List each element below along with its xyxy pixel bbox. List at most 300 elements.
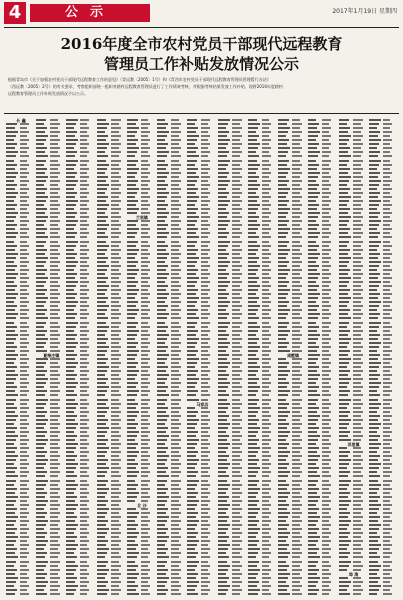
manager-name xyxy=(171,301,181,303)
manager-name xyxy=(201,188,208,190)
manager-name xyxy=(111,346,121,348)
village-name xyxy=(369,362,381,364)
manager-name xyxy=(292,208,300,210)
manager-name xyxy=(232,484,242,486)
village-name xyxy=(97,455,105,457)
manager-name xyxy=(383,403,390,405)
manager-name xyxy=(232,139,240,141)
manager-name xyxy=(353,224,363,226)
village-name xyxy=(278,224,287,226)
manager-name xyxy=(141,338,148,340)
village-name xyxy=(157,184,168,186)
village-name xyxy=(278,338,286,340)
village-name xyxy=(36,200,46,202)
manager-name xyxy=(201,330,210,332)
village-name xyxy=(339,358,351,360)
village-name xyxy=(36,147,47,149)
manager-name xyxy=(262,301,271,303)
village-name xyxy=(187,447,195,449)
village-name xyxy=(6,164,17,166)
manager-name xyxy=(141,374,150,376)
manager-name xyxy=(262,540,269,542)
village-name xyxy=(248,403,257,405)
manager-name xyxy=(80,184,89,186)
manager-name xyxy=(383,164,392,166)
manager-name xyxy=(201,184,210,186)
manager-name xyxy=(383,475,390,477)
manager-name xyxy=(171,492,179,494)
manager-name xyxy=(111,147,119,149)
village-name xyxy=(218,317,227,319)
manager-name xyxy=(20,313,27,315)
village-name xyxy=(6,305,17,307)
manager-name xyxy=(292,358,302,360)
manager-name xyxy=(111,342,119,344)
village-name xyxy=(339,480,351,482)
manager-name xyxy=(353,386,363,388)
village-name xyxy=(308,508,319,510)
village-name xyxy=(369,269,377,271)
manager-name xyxy=(353,362,363,364)
village-name xyxy=(6,313,18,315)
manager-name xyxy=(322,512,329,514)
village-name xyxy=(97,463,106,465)
manager-name xyxy=(80,455,87,457)
manager-name xyxy=(50,317,60,319)
village-name xyxy=(6,241,14,243)
village-name xyxy=(157,399,167,401)
town-header: 长 鑫 xyxy=(16,118,26,123)
village-name xyxy=(36,447,44,449)
manager-name xyxy=(141,455,150,457)
manager-name xyxy=(292,435,300,437)
manager-name xyxy=(353,480,361,482)
village-name xyxy=(339,241,349,243)
manager-name xyxy=(201,176,210,178)
manager-name xyxy=(353,326,361,328)
manager-name xyxy=(383,281,390,283)
village-name xyxy=(127,577,137,579)
village-name xyxy=(157,127,166,129)
manager-name xyxy=(383,192,390,194)
village-name xyxy=(218,338,227,340)
manager-name xyxy=(171,261,181,263)
village-name xyxy=(157,386,168,388)
manager-name xyxy=(20,297,27,299)
village-name xyxy=(369,500,378,502)
manager-name xyxy=(292,488,302,490)
manager-name xyxy=(353,123,361,125)
village-name xyxy=(369,265,379,267)
manager-name xyxy=(141,147,150,149)
manager-name xyxy=(383,593,392,595)
village-name xyxy=(97,431,107,433)
manager-name xyxy=(383,451,390,453)
manager-name xyxy=(262,245,271,247)
village-name xyxy=(218,131,229,133)
village-name xyxy=(127,297,135,299)
village-name xyxy=(308,196,318,198)
manager-name xyxy=(111,471,119,473)
village-name xyxy=(187,431,198,433)
manager-name xyxy=(322,492,331,494)
manager-name xyxy=(322,236,329,238)
manager-name xyxy=(262,427,269,429)
manager-name xyxy=(111,374,119,376)
manager-name xyxy=(201,293,208,295)
village-name xyxy=(127,180,138,182)
village-name xyxy=(369,168,377,170)
village-name xyxy=(157,492,166,494)
village-name xyxy=(97,164,109,166)
manager-name xyxy=(292,326,302,328)
manager-name xyxy=(383,119,390,121)
page-number: 4 xyxy=(4,2,26,24)
manager-name xyxy=(201,305,210,307)
manager-name xyxy=(232,415,240,417)
village-name xyxy=(278,390,290,392)
manager-name xyxy=(322,577,329,579)
village-name xyxy=(278,180,289,182)
village-name xyxy=(248,439,259,441)
manager-name xyxy=(201,561,208,563)
manager-name xyxy=(80,330,89,332)
manager-name xyxy=(141,439,150,441)
village-name xyxy=(369,496,380,498)
village-name xyxy=(278,261,289,263)
village-name xyxy=(127,358,135,360)
manager-name xyxy=(50,281,58,283)
manager-name xyxy=(20,273,27,275)
manager-name xyxy=(201,208,210,210)
manager-name xyxy=(80,589,89,591)
village-name xyxy=(218,180,230,182)
manager-name xyxy=(141,358,150,360)
village-name xyxy=(369,459,378,461)
village-name xyxy=(308,585,316,587)
village-name xyxy=(157,338,167,340)
village-name xyxy=(339,301,349,303)
manager-name xyxy=(20,512,29,514)
village-name xyxy=(187,200,197,202)
village-name xyxy=(97,403,106,405)
village-name xyxy=(248,309,258,311)
manager-name xyxy=(201,196,208,198)
manager-name xyxy=(201,512,208,514)
village-name xyxy=(339,147,350,149)
manager-name xyxy=(111,301,119,303)
manager-name xyxy=(383,589,390,591)
village-name xyxy=(6,561,16,563)
village-name xyxy=(66,281,78,283)
manager-name xyxy=(383,168,390,170)
manager-name xyxy=(80,228,87,230)
village-name xyxy=(187,435,196,437)
manager-name xyxy=(322,370,331,372)
manager-name xyxy=(80,281,89,283)
village-name xyxy=(278,236,286,238)
manager-name xyxy=(50,119,58,121)
manager-name xyxy=(322,565,331,567)
village-name xyxy=(308,463,316,465)
manager-name xyxy=(292,585,302,587)
village-name xyxy=(6,192,18,194)
village-name xyxy=(66,528,76,530)
manager-name xyxy=(171,326,181,328)
manager-name xyxy=(383,350,392,352)
manager-name xyxy=(322,342,329,344)
manager-name xyxy=(20,463,29,465)
village-name xyxy=(369,317,378,319)
manager-name xyxy=(201,269,208,271)
manager-name xyxy=(353,528,361,530)
manager-name xyxy=(201,160,210,162)
village-name xyxy=(369,180,381,182)
manager-name xyxy=(20,164,29,166)
village-name xyxy=(36,204,44,206)
manager-name xyxy=(80,378,89,380)
village-name xyxy=(278,532,290,534)
village-name xyxy=(66,204,76,206)
manager-name xyxy=(383,577,392,579)
village-name xyxy=(248,257,259,259)
village-name xyxy=(278,139,289,141)
village-name xyxy=(278,196,286,198)
village-name xyxy=(66,492,74,494)
village-name xyxy=(157,196,167,198)
manager-name xyxy=(80,451,89,453)
manager-name xyxy=(383,463,392,465)
manager-name xyxy=(292,241,300,243)
name-column xyxy=(248,118,278,596)
manager-name xyxy=(111,196,119,198)
manager-name xyxy=(111,370,121,372)
village-name xyxy=(6,135,16,137)
village-name xyxy=(187,123,195,125)
village-name xyxy=(248,415,256,417)
village-name xyxy=(6,589,17,591)
village-name xyxy=(97,317,108,319)
manager-name xyxy=(232,269,240,271)
manager-name xyxy=(201,532,210,534)
village-name xyxy=(339,386,347,388)
manager-name xyxy=(322,548,331,550)
manager-name xyxy=(353,147,361,149)
manager-name xyxy=(322,151,331,153)
village-name xyxy=(187,451,198,453)
village-name xyxy=(187,471,198,473)
village-name xyxy=(187,556,196,558)
manager-name xyxy=(50,164,60,166)
village-name xyxy=(97,127,107,129)
village-name xyxy=(308,241,316,243)
manager-name xyxy=(201,516,210,518)
manager-name xyxy=(20,305,27,307)
manager-name xyxy=(141,289,148,291)
village-name xyxy=(97,532,107,534)
village-name xyxy=(36,463,46,465)
manager-name xyxy=(292,370,300,372)
village-name xyxy=(97,131,105,133)
village-name xyxy=(218,407,228,409)
manager-name xyxy=(262,488,271,490)
village-name xyxy=(218,512,226,514)
manager-name xyxy=(292,164,302,166)
village-name xyxy=(157,362,165,364)
village-name xyxy=(36,313,45,315)
manager-name xyxy=(353,569,361,571)
village-name xyxy=(278,151,288,153)
manager-name xyxy=(201,326,208,328)
town-header: 马家店 xyxy=(196,401,209,407)
manager-name xyxy=(262,536,271,538)
manager-name xyxy=(292,338,300,340)
manager-name xyxy=(20,467,27,469)
village-name xyxy=(157,593,166,595)
village-name xyxy=(97,160,106,162)
manager-name xyxy=(201,496,208,498)
village-name xyxy=(248,241,257,243)
village-name xyxy=(97,552,107,554)
manager-name xyxy=(201,147,208,149)
manager-name xyxy=(171,257,179,259)
manager-name xyxy=(232,585,240,587)
manager-name xyxy=(262,593,271,595)
manager-name xyxy=(322,561,329,563)
village-name xyxy=(187,265,195,267)
manager-name xyxy=(141,305,148,307)
village-name xyxy=(339,261,349,263)
manager-name xyxy=(111,480,119,482)
village-name xyxy=(308,208,317,210)
village-name xyxy=(278,561,286,563)
manager-name xyxy=(201,366,208,368)
manager-name xyxy=(20,281,27,283)
manager-name xyxy=(262,362,269,364)
manager-name xyxy=(232,394,242,396)
village-name xyxy=(248,540,259,542)
village-name xyxy=(127,338,135,340)
manager-name xyxy=(111,253,119,255)
manager-name xyxy=(141,245,150,247)
village-name xyxy=(248,378,259,380)
manager-name xyxy=(232,407,240,409)
manager-name xyxy=(80,200,89,202)
manager-name xyxy=(201,500,210,502)
village-name xyxy=(36,297,48,299)
village-name xyxy=(66,561,75,563)
manager-name xyxy=(201,350,208,352)
village-name xyxy=(308,317,318,319)
manager-name xyxy=(141,386,148,388)
village-name xyxy=(248,155,259,157)
village-name xyxy=(66,224,76,226)
village-name xyxy=(66,544,78,546)
manager-name xyxy=(80,285,87,287)
manager-name xyxy=(232,496,240,498)
manager-name xyxy=(353,561,361,563)
manager-name xyxy=(322,241,331,243)
village-name xyxy=(66,265,76,267)
manager-name xyxy=(141,313,148,315)
manager-name xyxy=(262,496,271,498)
manager-name xyxy=(50,443,58,445)
manager-name xyxy=(201,285,208,287)
manager-name xyxy=(383,492,390,494)
manager-name xyxy=(80,427,89,429)
village-name xyxy=(369,475,380,477)
village-name xyxy=(369,151,380,153)
manager-name xyxy=(50,528,60,530)
manager-name xyxy=(383,516,390,518)
manager-name xyxy=(20,475,27,477)
village-name xyxy=(339,431,350,433)
village-name xyxy=(308,322,316,324)
village-name xyxy=(127,520,135,522)
village-name xyxy=(308,484,316,486)
manager-name xyxy=(141,528,150,530)
village-name xyxy=(248,261,257,263)
village-name xyxy=(369,326,379,328)
manager-name xyxy=(201,573,210,575)
manager-name xyxy=(383,362,390,364)
manager-name xyxy=(20,520,29,522)
village-name xyxy=(369,447,379,449)
village-name xyxy=(66,390,74,392)
village-name xyxy=(278,455,288,457)
manager-name xyxy=(292,200,300,202)
village-name xyxy=(66,516,77,518)
manager-name xyxy=(50,232,58,234)
manager-name xyxy=(171,447,181,449)
manager-name xyxy=(292,589,300,591)
manager-name xyxy=(353,532,363,534)
intro-rule xyxy=(4,113,399,114)
manager-name xyxy=(111,176,121,178)
village-name xyxy=(248,151,256,153)
village-name xyxy=(127,540,135,542)
manager-name xyxy=(262,204,271,206)
village-name xyxy=(187,374,196,376)
manager-name xyxy=(50,581,58,583)
village-name xyxy=(218,589,228,591)
manager-name xyxy=(141,573,148,575)
manager-name xyxy=(232,447,240,449)
manager-name xyxy=(232,285,240,287)
manager-name xyxy=(353,196,361,198)
village-name xyxy=(157,204,168,206)
manager-name xyxy=(50,188,60,190)
manager-name xyxy=(20,585,29,587)
village-name xyxy=(248,508,260,510)
village-name xyxy=(278,451,290,453)
manager-name xyxy=(383,394,390,396)
manager-name xyxy=(353,435,363,437)
village-name xyxy=(127,350,139,352)
manager-name xyxy=(292,228,302,230)
village-name xyxy=(187,232,196,234)
village-name xyxy=(218,326,228,328)
village-name xyxy=(157,188,166,190)
village-name xyxy=(218,216,227,218)
village-name xyxy=(36,135,48,137)
manager-name xyxy=(383,326,392,328)
manager-name xyxy=(171,131,181,133)
manager-name xyxy=(201,431,208,433)
village-name xyxy=(339,232,348,234)
manager-name xyxy=(383,366,392,368)
manager-name xyxy=(292,540,300,542)
